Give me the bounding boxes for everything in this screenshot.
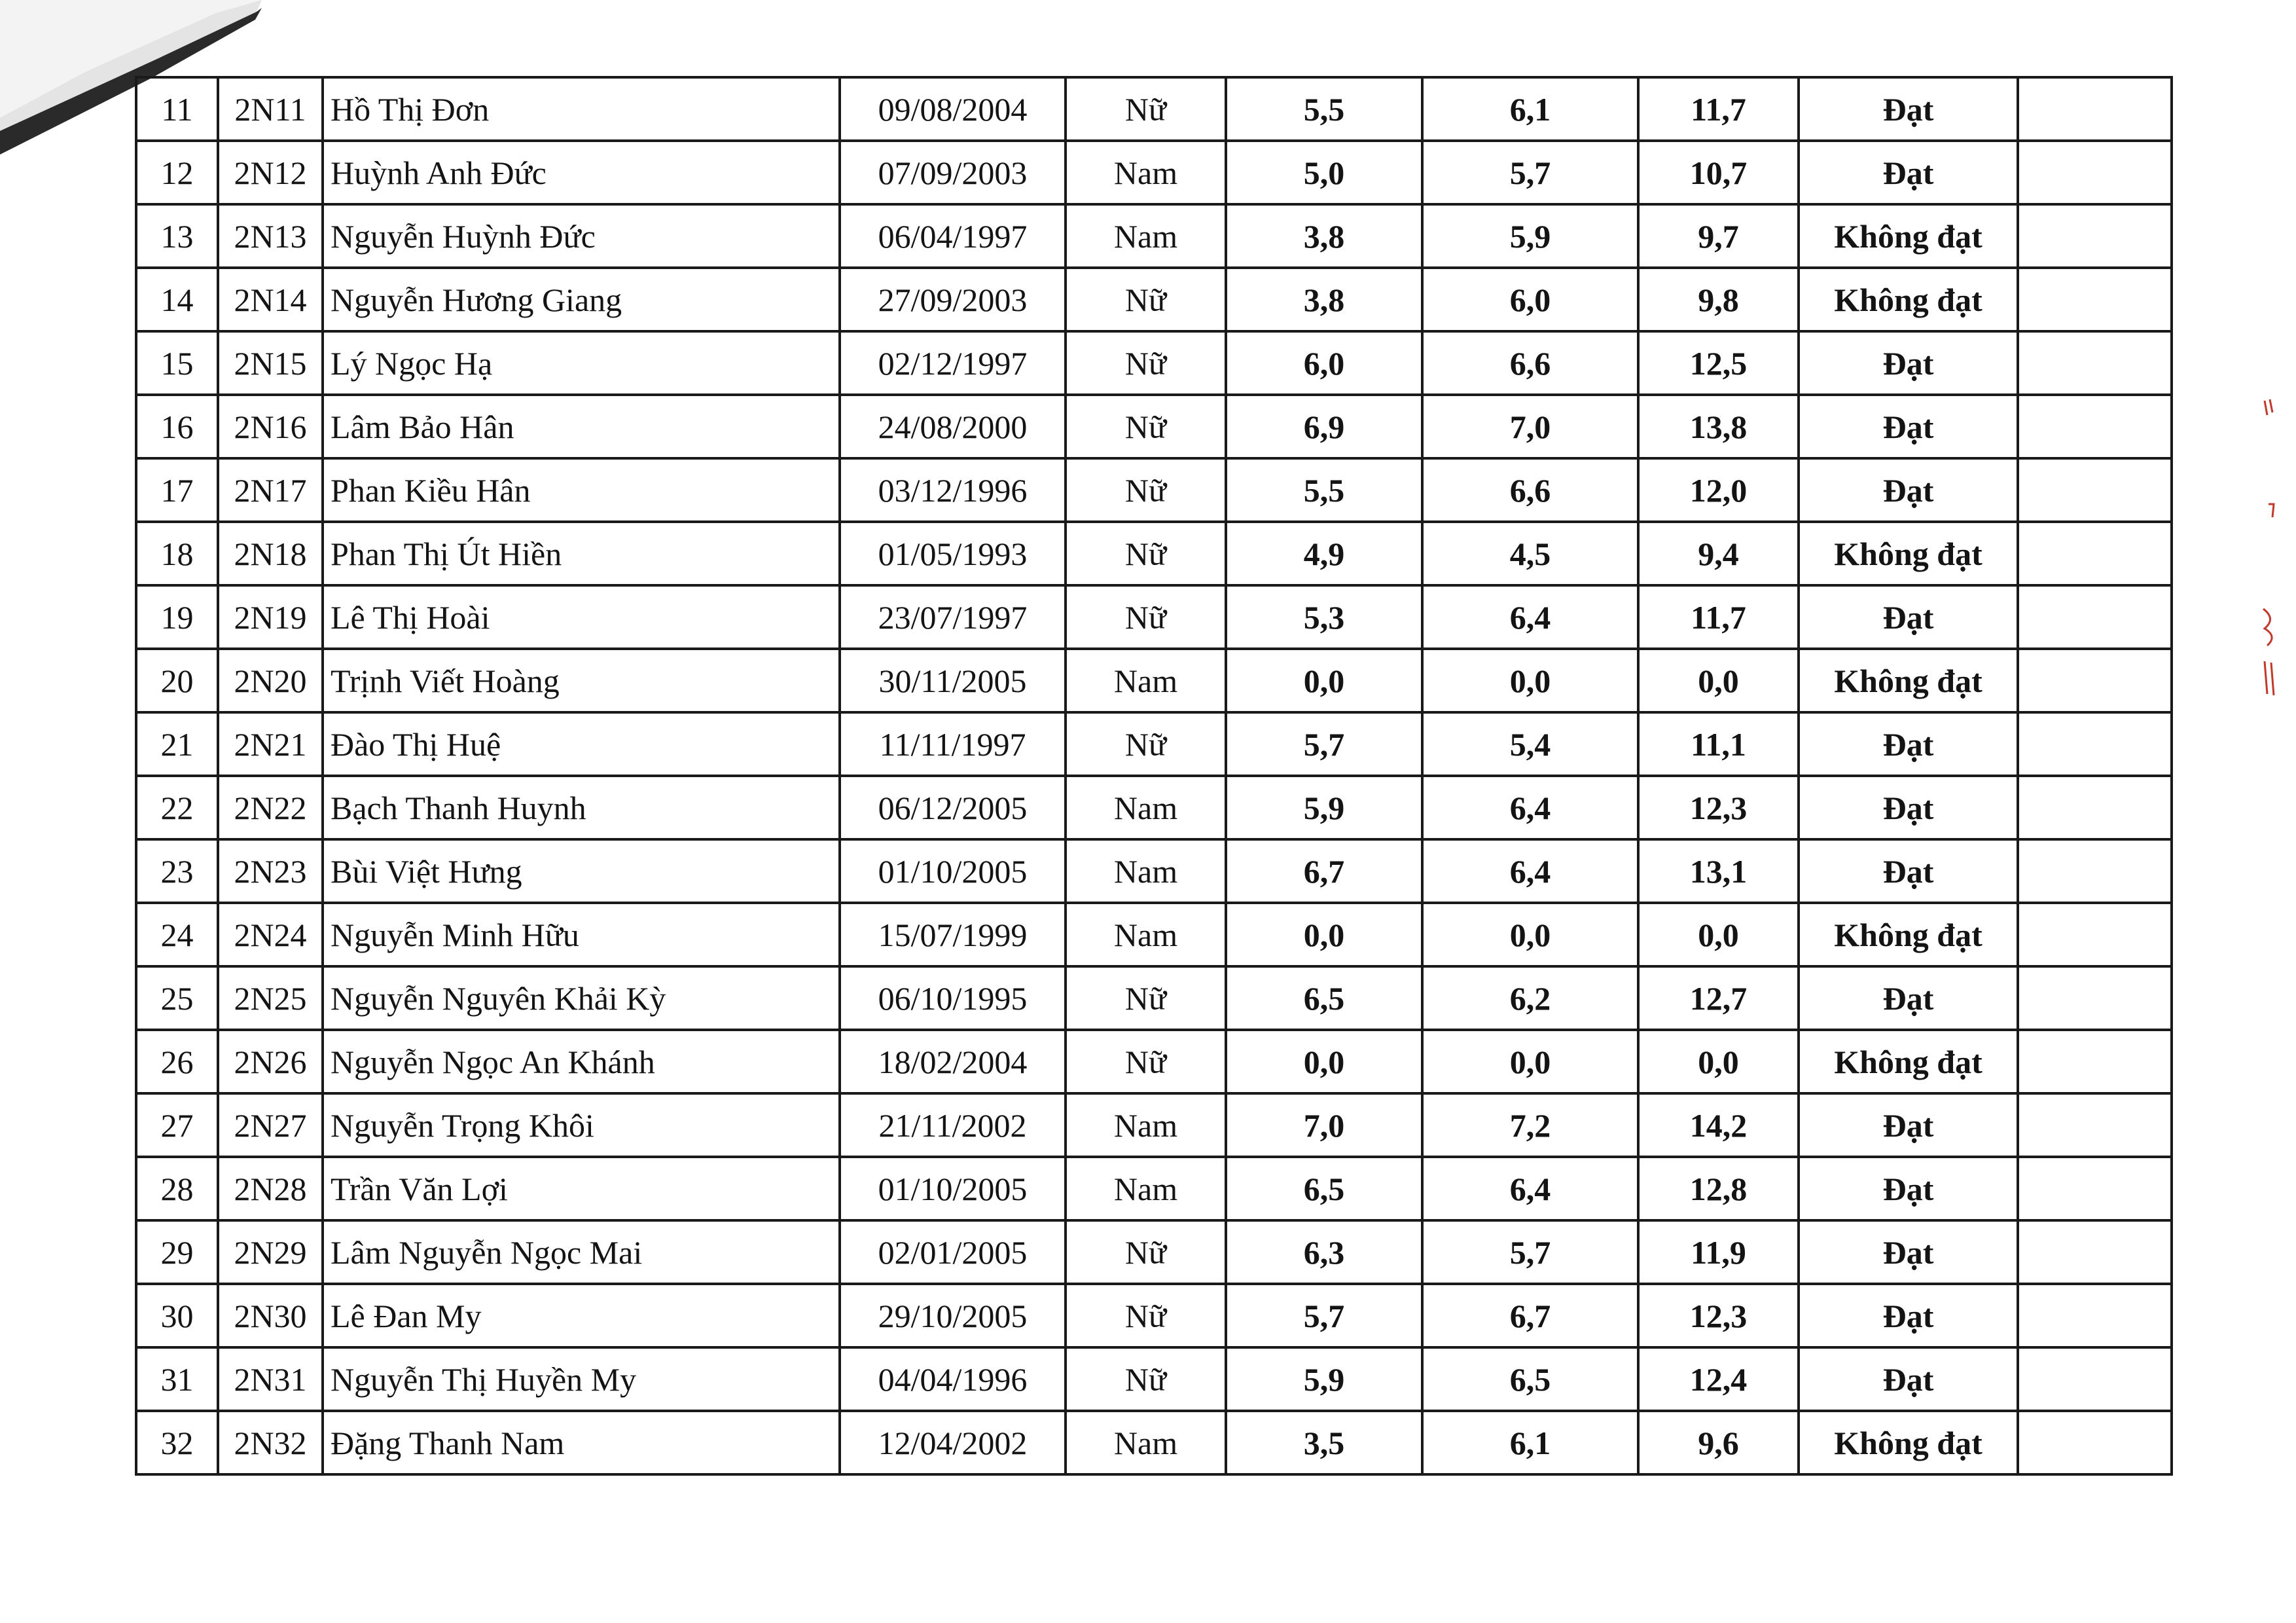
name-cell: Bùi Việt Hưng: [323, 839, 840, 903]
score-2-cell: 5,9: [1422, 204, 1638, 268]
stt-cell: 29: [136, 1220, 218, 1284]
table-row: [136, 1284, 2172, 1347]
score-2-cell: 6,6: [1422, 458, 1638, 522]
stt-cell: 22: [136, 776, 218, 839]
table-row: [136, 712, 2172, 776]
score-2-cell: 6,5: [1422, 1347, 1638, 1411]
table-row: [136, 204, 2172, 268]
score-2-cell: 6,0: [1422, 268, 1638, 331]
sbd-cell: 2N30: [218, 1284, 323, 1347]
stt-cell: 27: [136, 1093, 218, 1157]
table-row: [136, 77, 2172, 141]
dob-cell: 21/11/2002: [840, 1093, 1066, 1157]
name-cell: Nguyễn Nguyên Khải Kỳ: [323, 966, 840, 1030]
total-cell: 13,8: [1638, 395, 1799, 458]
gender-cell: Nữ: [1066, 585, 1226, 649]
stt-cell: 32: [136, 1411, 218, 1474]
total-cell: 11,7: [1638, 585, 1799, 649]
result-cell: Không đạt: [1799, 522, 2018, 585]
total-cell: 9,6: [1638, 1411, 1799, 1474]
note-cell: [2018, 268, 2172, 331]
note-cell: [2018, 395, 2172, 458]
total-cell: 0,0: [1638, 649, 1799, 712]
name-cell: Trịnh Viết Hoàng: [323, 649, 840, 712]
total-cell: 0,0: [1638, 903, 1799, 966]
score-1-cell: 5,9: [1226, 1347, 1422, 1411]
name-cell: Nguyễn Trọng Khôi: [323, 1093, 840, 1157]
gender-cell: Nam: [1066, 1093, 1226, 1157]
gender-cell: Nữ: [1066, 966, 1226, 1030]
sbd-cell: 2N28: [218, 1157, 323, 1220]
table-row: [136, 649, 2172, 712]
dob-cell: 09/08/2004: [840, 77, 1066, 141]
note-cell: [2018, 77, 2172, 141]
sbd-cell: 2N17: [218, 458, 323, 522]
table-row: [136, 1157, 2172, 1220]
result-cell: Đạt: [1799, 1093, 2018, 1157]
dob-cell: 06/12/2005: [840, 776, 1066, 839]
total-cell: 11,7: [1638, 77, 1799, 141]
gender-cell: Nữ: [1066, 268, 1226, 331]
total-cell: 0,0: [1638, 1030, 1799, 1093]
score-1-cell: 0,0: [1226, 903, 1422, 966]
score-1-cell: 6,3: [1226, 1220, 1422, 1284]
sbd-cell: 2N11: [218, 77, 323, 141]
score-2-cell: 5,7: [1422, 141, 1638, 204]
gender-cell: Nữ: [1066, 712, 1226, 776]
score-1-cell: 6,0: [1226, 331, 1422, 395]
score-1-cell: 5,9: [1226, 776, 1422, 839]
stt-cell: 26: [136, 1030, 218, 1093]
score-2-cell: 6,4: [1422, 776, 1638, 839]
gender-cell: Nam: [1066, 204, 1226, 268]
table-row: [136, 395, 2172, 458]
result-cell: Đạt: [1799, 776, 2018, 839]
gender-cell: Nữ: [1066, 331, 1226, 395]
total-cell: 12,4: [1638, 1347, 1799, 1411]
gender-cell: Nam: [1066, 649, 1226, 712]
note-cell: [2018, 458, 2172, 522]
gender-cell: Nữ: [1066, 1030, 1226, 1093]
gender-cell: Nam: [1066, 776, 1226, 839]
score-2-cell: 0,0: [1422, 1030, 1638, 1093]
table-row: [136, 268, 2172, 331]
stt-cell: 24: [136, 903, 218, 966]
gender-cell: Nữ: [1066, 77, 1226, 141]
table-row: [136, 966, 2172, 1030]
score-2-cell: 6,1: [1422, 77, 1638, 141]
stt-cell: 15: [136, 331, 218, 395]
result-cell: Đạt: [1799, 1284, 2018, 1347]
dob-cell: 03/12/1996: [840, 458, 1066, 522]
name-cell: Hồ Thị Đơn: [323, 77, 840, 141]
score-1-cell: 6,5: [1226, 966, 1422, 1030]
total-cell: 12,0: [1638, 458, 1799, 522]
name-cell: Lý Ngọc Hạ: [323, 331, 840, 395]
result-cell: Đạt: [1799, 395, 2018, 458]
score-1-cell: 4,9: [1226, 522, 1422, 585]
total-cell: 12,3: [1638, 1284, 1799, 1347]
score-2-cell: 7,0: [1422, 395, 1638, 458]
gender-cell: Nữ: [1066, 395, 1226, 458]
note-cell: [2018, 331, 2172, 395]
table-row: [136, 458, 2172, 522]
name-cell: Nguyễn Huỳnh Đức: [323, 204, 840, 268]
name-cell: Lê Đan My: [323, 1284, 840, 1347]
total-cell: 12,7: [1638, 966, 1799, 1030]
total-cell: 10,7: [1638, 141, 1799, 204]
name-cell: Trần Văn Lợi: [323, 1157, 840, 1220]
sbd-cell: 2N24: [218, 903, 323, 966]
dob-cell: 07/09/2003: [840, 141, 1066, 204]
sbd-cell: 2N32: [218, 1411, 323, 1474]
sbd-cell: 2N19: [218, 585, 323, 649]
dob-cell: 01/10/2005: [840, 839, 1066, 903]
name-cell: Lâm Nguyễn Ngọc Mai: [323, 1220, 840, 1284]
stt-cell: 11: [136, 77, 218, 141]
name-cell: Nguyễn Ngọc An Khánh: [323, 1030, 840, 1093]
result-cell: Không đạt: [1799, 268, 2018, 331]
dob-cell: 24/08/2000: [840, 395, 1066, 458]
table-row: [136, 522, 2172, 585]
note-cell: [2018, 1157, 2172, 1220]
score-2-cell: 6,4: [1422, 1157, 1638, 1220]
sbd-cell: 2N18: [218, 522, 323, 585]
score-2-cell: 6,2: [1422, 966, 1638, 1030]
result-cell: Không đạt: [1799, 903, 2018, 966]
stt-cell: 20: [136, 649, 218, 712]
table-row: [136, 585, 2172, 649]
note-cell: [2018, 1347, 2172, 1411]
name-cell: Phan Kiều Hân: [323, 458, 840, 522]
result-cell: Đạt: [1799, 141, 2018, 204]
table-row: [136, 1093, 2172, 1157]
note-cell: [2018, 1030, 2172, 1093]
result-cell: Không đạt: [1799, 1030, 2018, 1093]
table-row: [136, 839, 2172, 903]
table-row: [136, 903, 2172, 966]
table-row: [136, 1411, 2172, 1474]
note-cell: [2018, 712, 2172, 776]
dob-cell: 12/04/2002: [840, 1411, 1066, 1474]
score-2-cell: 6,4: [1422, 585, 1638, 649]
stt-cell: 18: [136, 522, 218, 585]
score-2-cell: 0,0: [1422, 649, 1638, 712]
stt-cell: 31: [136, 1347, 218, 1411]
sbd-cell: 2N20: [218, 649, 323, 712]
exam-results-table: [135, 76, 2173, 1476]
stt-cell: 23: [136, 839, 218, 903]
dob-cell: 18/02/2004: [840, 1030, 1066, 1093]
total-cell: 9,7: [1638, 204, 1799, 268]
stt-cell: 30: [136, 1284, 218, 1347]
stt-cell: 21: [136, 712, 218, 776]
table-row: [136, 331, 2172, 395]
score-1-cell: 0,0: [1226, 1030, 1422, 1093]
ink-marks: [2245, 393, 2291, 759]
stt-cell: 28: [136, 1157, 218, 1220]
total-cell: 13,1: [1638, 839, 1799, 903]
name-cell: Nguyễn Minh Hữu: [323, 903, 840, 966]
gender-cell: Nữ: [1066, 1220, 1226, 1284]
result-cell: Không đạt: [1799, 1411, 2018, 1474]
score-1-cell: 3,8: [1226, 268, 1422, 331]
note-cell: [2018, 1284, 2172, 1347]
score-1-cell: 5,5: [1226, 77, 1422, 141]
note-cell: [2018, 522, 2172, 585]
result-cell: Đạt: [1799, 712, 2018, 776]
stt-cell: 16: [136, 395, 218, 458]
name-cell: Đặng Thanh Nam: [323, 1411, 840, 1474]
name-cell: Nguyễn Hương Giang: [323, 268, 840, 331]
dob-cell: 01/10/2005: [840, 1157, 1066, 1220]
note-cell: [2018, 649, 2172, 712]
total-cell: 12,8: [1638, 1157, 1799, 1220]
dob-cell: 29/10/2005: [840, 1284, 1066, 1347]
note-cell: [2018, 1411, 2172, 1474]
dob-cell: 15/07/1999: [840, 903, 1066, 966]
note-cell: [2018, 839, 2172, 903]
name-cell: Lâm Bảo Hân: [323, 395, 840, 458]
dob-cell: 27/09/2003: [840, 268, 1066, 331]
dob-cell: 04/04/1996: [840, 1347, 1066, 1411]
stt-cell: 14: [136, 268, 218, 331]
score-2-cell: 5,4: [1422, 712, 1638, 776]
sbd-cell: 2N14: [218, 268, 323, 331]
name-cell: Phan Thị Út Hiền: [323, 522, 840, 585]
sbd-cell: 2N31: [218, 1347, 323, 1411]
score-2-cell: 6,7: [1422, 1284, 1638, 1347]
note-cell: [2018, 1093, 2172, 1157]
result-cell: Đạt: [1799, 1157, 2018, 1220]
result-cell: Không đạt: [1799, 649, 2018, 712]
gender-cell: Nữ: [1066, 1347, 1226, 1411]
gender-cell: Nữ: [1066, 1284, 1226, 1347]
gender-cell: Nữ: [1066, 458, 1226, 522]
result-cell: Đạt: [1799, 1220, 2018, 1284]
score-1-cell: 3,5: [1226, 1411, 1422, 1474]
name-cell: Nguyễn Thị Huyền My: [323, 1347, 840, 1411]
dob-cell: 11/11/1997: [840, 712, 1066, 776]
dob-cell: 06/10/1995: [840, 966, 1066, 1030]
sbd-cell: 2N15: [218, 331, 323, 395]
result-cell: Đạt: [1799, 458, 2018, 522]
table-row: [136, 1347, 2172, 1411]
score-1-cell: 5,5: [1226, 458, 1422, 522]
result-cell: Đạt: [1799, 331, 2018, 395]
table-row: [136, 1030, 2172, 1093]
total-cell: 9,8: [1638, 268, 1799, 331]
table-body: [136, 77, 2172, 1474]
note-cell: [2018, 141, 2172, 204]
score-1-cell: 5,7: [1226, 1284, 1422, 1347]
result-cell: Đạt: [1799, 585, 2018, 649]
sbd-cell: 2N25: [218, 966, 323, 1030]
table-row: [136, 776, 2172, 839]
sbd-cell: 2N23: [218, 839, 323, 903]
dob-cell: 02/12/1997: [840, 331, 1066, 395]
score-2-cell: 6,6: [1422, 331, 1638, 395]
note-cell: [2018, 585, 2172, 649]
score-1-cell: 5,3: [1226, 585, 1422, 649]
stt-cell: 13: [136, 204, 218, 268]
score-2-cell: 7,2: [1422, 1093, 1638, 1157]
score-1-cell: 5,0: [1226, 141, 1422, 204]
total-cell: 12,5: [1638, 331, 1799, 395]
gender-cell: Nam: [1066, 1157, 1226, 1220]
name-cell: Huỳnh Anh Đức: [323, 141, 840, 204]
name-cell: Bạch Thanh Huynh: [323, 776, 840, 839]
gender-cell: Nam: [1066, 141, 1226, 204]
stt-cell: 12: [136, 141, 218, 204]
score-1-cell: 6,5: [1226, 1157, 1422, 1220]
stt-cell: 17: [136, 458, 218, 522]
sbd-cell: 2N22: [218, 776, 323, 839]
gender-cell: Nam: [1066, 839, 1226, 903]
score-2-cell: 6,1: [1422, 1411, 1638, 1474]
stt-cell: 25: [136, 966, 218, 1030]
result-cell: Đạt: [1799, 966, 2018, 1030]
gender-cell: Nam: [1066, 1411, 1226, 1474]
name-cell: Lê Thị Hoài: [323, 585, 840, 649]
total-cell: 11,9: [1638, 1220, 1799, 1284]
score-2-cell: 6,4: [1422, 839, 1638, 903]
score-2-cell: 5,7: [1422, 1220, 1638, 1284]
table-row: [136, 141, 2172, 204]
stt-cell: 19: [136, 585, 218, 649]
sbd-cell: 2N12: [218, 141, 323, 204]
note-cell: [2018, 204, 2172, 268]
sbd-cell: 2N26: [218, 1030, 323, 1093]
total-cell: 12,3: [1638, 776, 1799, 839]
dob-cell: 02/01/2005: [840, 1220, 1066, 1284]
score-2-cell: 0,0: [1422, 903, 1638, 966]
score-1-cell: 3,8: [1226, 204, 1422, 268]
score-1-cell: 6,9: [1226, 395, 1422, 458]
dob-cell: 30/11/2005: [840, 649, 1066, 712]
dob-cell: 01/05/1993: [840, 522, 1066, 585]
dob-cell: 23/07/1997: [840, 585, 1066, 649]
sbd-cell: 2N21: [218, 712, 323, 776]
gender-cell: Nữ: [1066, 522, 1226, 585]
score-2-cell: 4,5: [1422, 522, 1638, 585]
result-cell: Không đạt: [1799, 204, 2018, 268]
sbd-cell: 2N27: [218, 1093, 323, 1157]
note-cell: [2018, 966, 2172, 1030]
sbd-cell: 2N16: [218, 395, 323, 458]
table-row: [136, 1220, 2172, 1284]
score-1-cell: 7,0: [1226, 1093, 1422, 1157]
total-cell: 14,2: [1638, 1093, 1799, 1157]
score-1-cell: 6,7: [1226, 839, 1422, 903]
sbd-cell: 2N13: [218, 204, 323, 268]
gender-cell: Nam: [1066, 903, 1226, 966]
score-1-cell: 0,0: [1226, 649, 1422, 712]
name-cell: Đào Thị Huệ: [323, 712, 840, 776]
result-cell: Đạt: [1799, 77, 2018, 141]
result-cell: Đạt: [1799, 1347, 2018, 1411]
total-cell: 11,1: [1638, 712, 1799, 776]
score-1-cell: 5,7: [1226, 712, 1422, 776]
result-cell: Đạt: [1799, 839, 2018, 903]
total-cell: 9,4: [1638, 522, 1799, 585]
dob-cell: 06/04/1997: [840, 204, 1066, 268]
note-cell: [2018, 776, 2172, 839]
note-cell: [2018, 1220, 2172, 1284]
note-cell: [2018, 903, 2172, 966]
sbd-cell: 2N29: [218, 1220, 323, 1284]
